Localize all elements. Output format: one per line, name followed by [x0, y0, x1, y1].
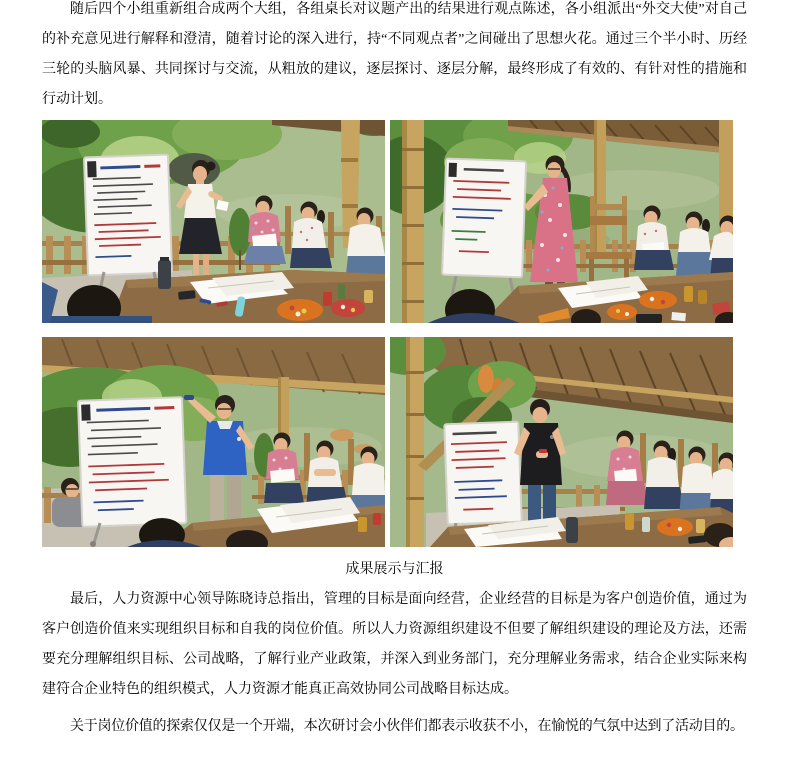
workshop-photo-1-art: [42, 120, 385, 323]
workshop-photo-2-art: [390, 120, 733, 323]
intro-paragraph: 随后四个小组重新组合成两个大组，各组桌长对议题产出的结果进行观点陈述，各小组派出“外交大使”对自己的补充意见进行解释和澄清，随着讨论的深入进行，持“不同观点者”之间碰出了思想火花。通过三个半小时、历经三轮的头脑风暴、共同探讨与交流，从粗放的建议，逐层探讨、逐层分解，最终形成了有效的、有针对性的措施和行动计划。: [42, 2, 747, 107]
workshop-photo-4: [390, 337, 733, 547]
photo-caption: 成果展示与汇报: [345, 562, 444, 577]
photo-grid: [42, 120, 747, 547]
closing-paragraph: 关于岗位价值的探索仅仅是一个开端，本次研讨会小伙伴们都表示收获不小，在愉悦的气氛中达到了活动目的。: [70, 719, 744, 734]
workshop-photo-3: [42, 337, 385, 547]
workshop-photo-1: [42, 120, 385, 323]
workshop-photo-2: [390, 120, 733, 323]
workshop-photo-4-art: [390, 337, 733, 547]
workshop-photo-3-art: [42, 337, 385, 547]
summary-paragraph: 最后，人力资源中心领导陈晓诗总指出，管理的目标是面向经营，企业经营的目标是为客户创造价值，通过为客户创造价值来实现组织目标和自我的岗位价值。所以人力资源组织建设不但要了解组织建设的理论及方法，还需要充分理解组织目标、公司战略，了解行业产业政策，并深入到业务部门，充分理解业务需求，结合企业实际来构建符合企业特色的组织模式，人力资源才能真正高效协同公司战略目标达成。: [42, 592, 747, 697]
